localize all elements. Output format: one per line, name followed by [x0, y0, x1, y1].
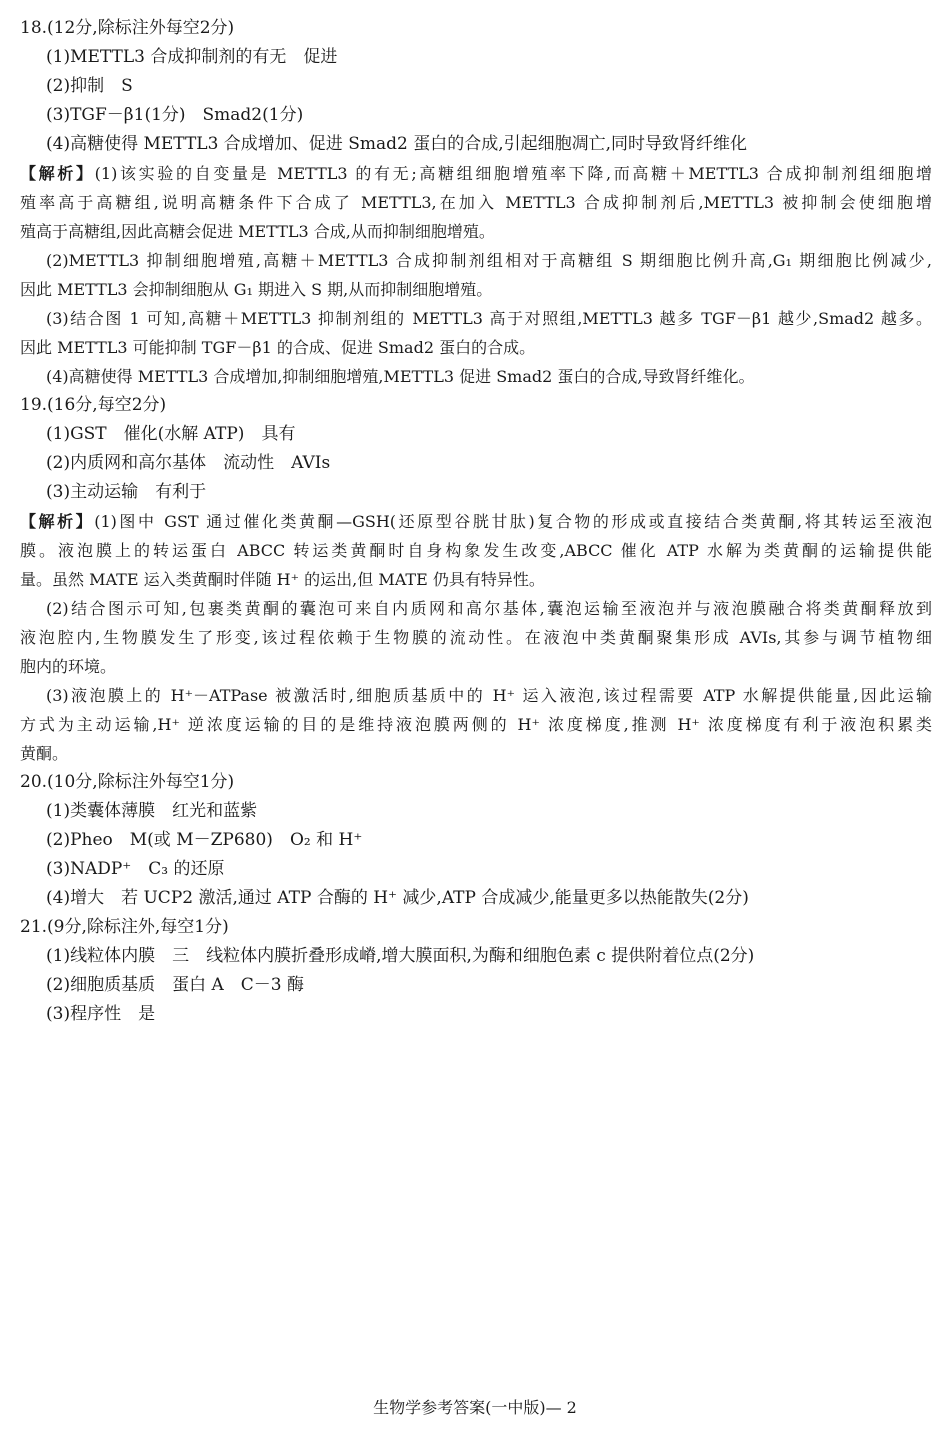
q18-expl-1-line-3: 殖高于高糖组,因此高糖会促进 METTL3 合成,从而抑制细胞增殖。: [20, 222, 495, 241]
q19-answer-1: (1)GST 催化(水解 ATP) 具有: [46, 424, 296, 444]
question-19: [20, 391, 932, 768]
question-21: [20, 913, 932, 1029]
q19-explanation: [20, 507, 932, 768]
question-20: [20, 768, 932, 913]
q19-expl-2-line-3: 胞内的环境。: [20, 657, 117, 676]
q19-expl-3-line-3: 黄酮。: [20, 744, 69, 763]
q18-explanation: [20, 159, 932, 391]
q18-answer-2: (2)抑制 S: [46, 76, 133, 96]
q18-expl-3-line-2: 因此 METTL3 可能抑制 TGF－β1 的合成、促进 Smad2 蛋白的合成。: [20, 338, 536, 357]
q18-answer-4: (4)高糖使得 METTL3 合成增加、促进 Smad2 蛋白的合成,引起细胞凋亡,同时导致肾纤维化: [46, 134, 748, 154]
q20-answer-3: (3)NADP⁺ C₃ 的还原: [46, 859, 225, 879]
page-footer: 生物学参考答案(一中版)— 2: [373, 1398, 577, 1417]
q19-expl-1-line-1: 【解析】(1)图中 GST 通过催化类黄酮—GSH(还原型谷胱甘肽)复合物的形成或直接结合类黄酮,将其转运至液泡: [20, 512, 932, 531]
q21-heading: 21.(9分,除标注外,每空1分): [20, 917, 229, 937]
q18-expl-1-line-2: 殖率高于高糖组,说明高糖条件下合成了 METTL3,在加入 METTL3 合成抑制剂后,METTL3 被抑制会使细胞增: [20, 193, 932, 212]
q18-expl-2-line-2: 因此 METTL3 会抑制细胞从 G₁ 期进入 S 期,从而抑制细胞增殖。: [20, 280, 493, 299]
q19-expl-1-line-3: 量。虽然 MATE 运入类黄酮时伴随 H⁺ 的运出,但 MATE 仍具有特异性。: [20, 570, 545, 589]
q20-answer-1: (1)类囊体薄膜 红光和蓝紫: [46, 801, 258, 821]
q18-expl-1-line-1: 【解析】(1)该实验的自变量是 METTL3 的有无;高糖组细胞增殖率下降,而高糖＋METTL3 合成抑制剂组细胞增: [20, 164, 932, 183]
q19-expl-3-line-2: 方式为主动运输,H⁺ 逆浓度运输的目的是维持液泡膜两侧的 H⁺ 浓度梯度,推测 H⁺ 浓度梯度有利于液泡积累类: [20, 715, 932, 734]
q21-answer-3: (3)程序性 是: [46, 1004, 156, 1024]
q18-answer-1: (1)METTL3 合成抑制剂的有无 促进: [46, 47, 338, 67]
q18-answer-3: (3)TGF－β1(1分) Smad2(1分): [46, 105, 304, 125]
q19-answer-3: (3)主动运输 有利于: [46, 482, 207, 502]
q21-answer-1: (1)线粒体内膜 三 线粒体内膜折叠形成嵴,增大膜面积,为酶和细胞色素 c 提供附着位点(2分): [46, 946, 755, 966]
q20-answer-4: (4)增大 若 UCP2 激活,通过 ATP 合酶的 H⁺ 减少,ATP 合成减少,能量更多以热能散失(2分): [46, 888, 749, 908]
q19-expl-3-line-1: (3)液泡膜上的 H⁺－ATPase 被激活时,细胞质基质中的 H⁺ 运入液泡,该过程需要 ATP 水解提供能量,因此运输: [46, 686, 932, 705]
answer-document: [20, 14, 932, 1029]
q18-expl-3-line-1: (3)结合图 1 可知,高糖＋METTL3 抑制剂组的 METTL3 高于对照组,METTL3 越多 TGF－β1 越少,Smad2 越多。: [46, 309, 932, 328]
q18-expl-4-line-1: (4)高糖使得 METTL3 合成增加,抑制细胞增殖,METTL3 促进 Smad2 蛋白的合成,导致肾纤维化。: [46, 367, 755, 386]
q19-heading: 19.(16分,每空2分): [20, 395, 167, 415]
explanation-tag: 【解析】: [20, 164, 95, 183]
q20-answer-2: (2)Pheo M(或 M－ZP680) O₂ 和 H⁺: [46, 830, 363, 850]
q19-expl-2-line-2: 液泡腔内,生物膜发生了形变,该过程依赖于生物膜的流动性。在液泡中类黄酮聚集形成 AVIs,其参与调节植物细: [20, 628, 932, 647]
q21-answer-2: (2)细胞质基质 蛋白 A C－3 酶: [46, 975, 304, 995]
q20-heading: 20.(10分,除标注外每空1分): [20, 772, 235, 792]
q19-answer-2: (2)内质网和高尔基体 流动性 AVIs: [46, 453, 331, 473]
question-18: [20, 14, 932, 391]
q19-expl-2-line-1: (2)结合图示可知,包裹类黄酮的囊泡可来自内质网和高尔基体,囊泡运输至液泡并与液泡膜融合将类黄酮释放到: [46, 599, 932, 618]
q18-heading: 18.(12分,除标注外每空2分): [20, 18, 235, 38]
q18-expl-2-line-1: (2)METTL3 抑制细胞增殖,高糖＋METTL3 合成抑制剂组相对于高糖组 S 期细胞比例升高,G₁ 期细胞比例减少,: [46, 251, 932, 270]
explanation-tag: 【解析】: [20, 512, 95, 531]
q19-expl-1-line-2: 膜。液泡膜上的转运蛋白 ABCC 转运类黄酮时自身构象发生改变,ABCC 催化 ATP 水解为类黄酮的运输提供能: [20, 541, 932, 560]
